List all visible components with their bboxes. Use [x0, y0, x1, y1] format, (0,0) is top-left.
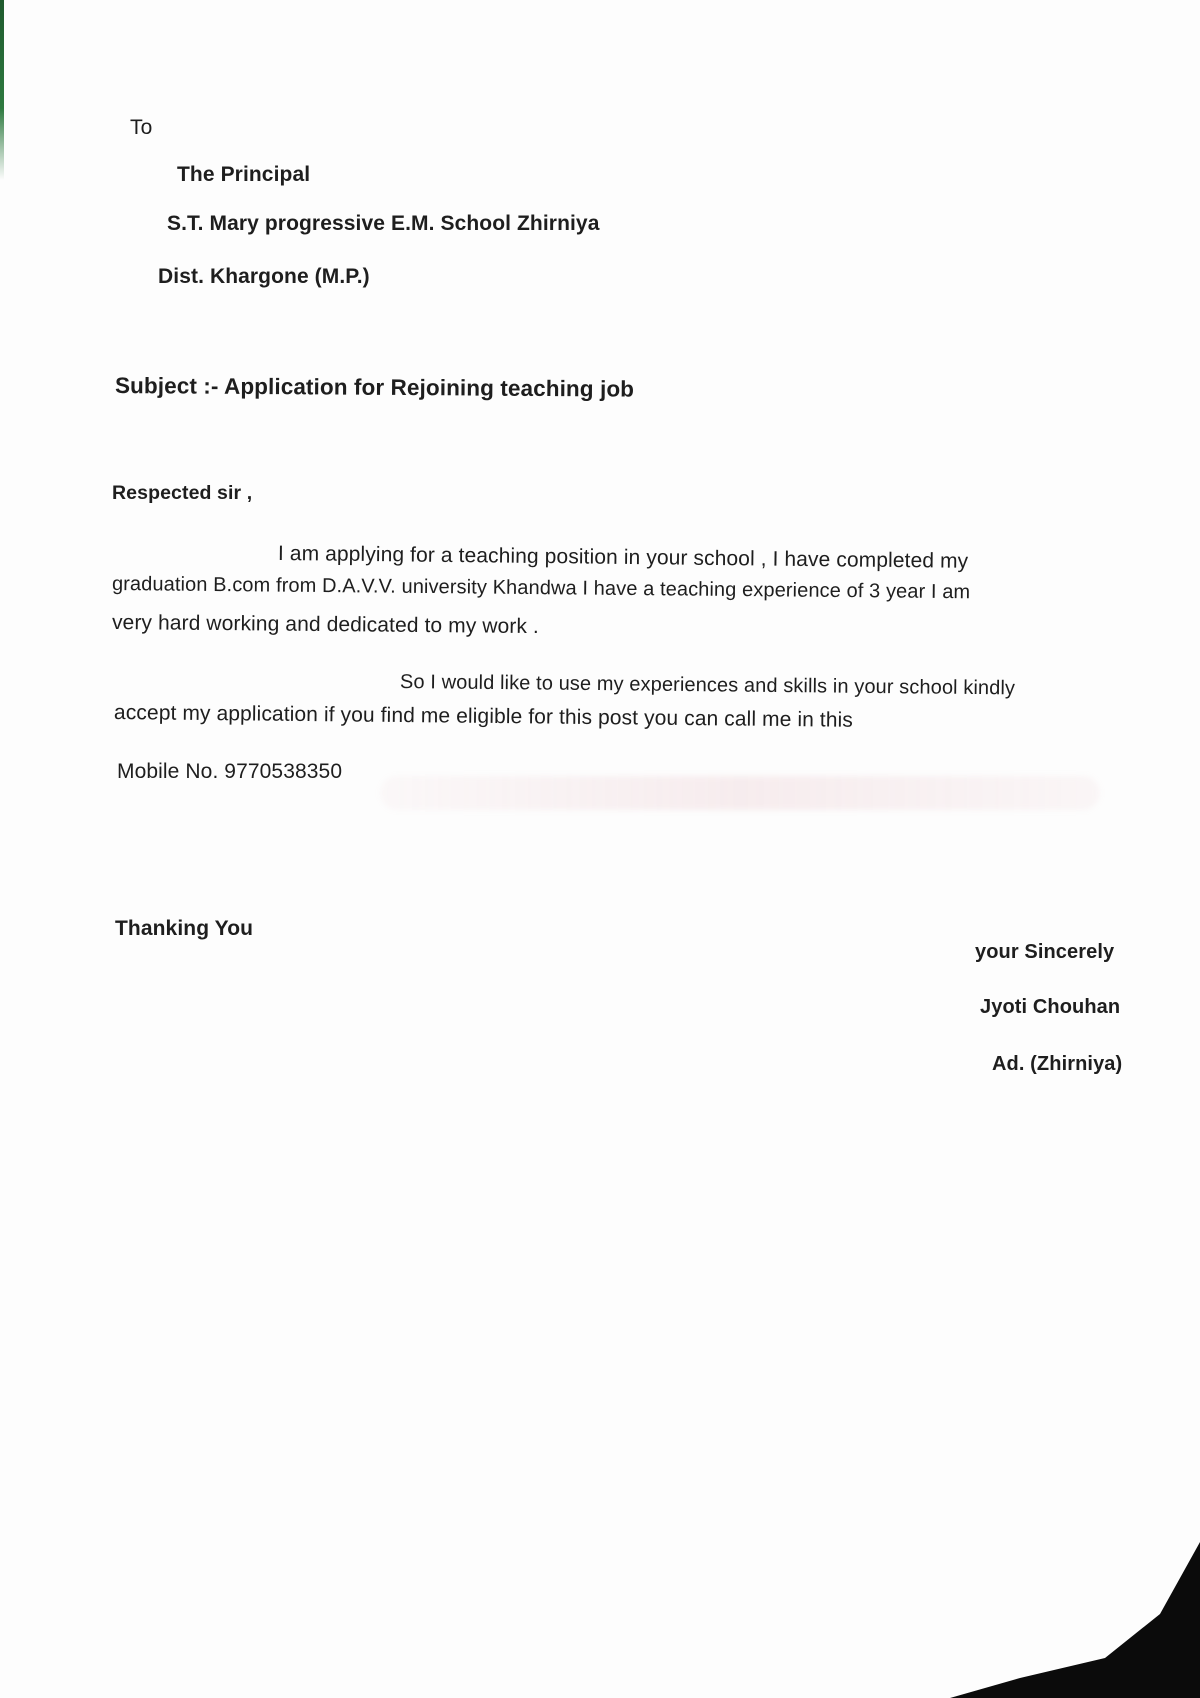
paragraph1-line1: I am applying for a teaching position in your school , I have completed my: [277, 542, 969, 573]
recipient-school: S.T. Mary progressive E.M. School Zhirniya: [167, 212, 600, 235]
mobile-number: Mobile No. 9770538350: [117, 760, 343, 783]
recipient-district: Dist. Khargone (M.P.): [158, 265, 370, 288]
paragraph1-line2: graduation B.com from D.A.V.V. university Khandwa I have a teaching experience of 3 year I am: [111, 573, 971, 604]
corner-shadow: [950, 1498, 1200, 1698]
paragraph1-line3: very hard working and dedicated to my work .: [111, 611, 540, 639]
recipient-title: The Principal: [177, 163, 311, 186]
signature-name: Jyoti Chouhan: [980, 996, 1121, 1018]
ink-smudge: [380, 776, 1100, 810]
paragraph2-line2: accept my application if you find me eligible for this post you can call me in this: [113, 701, 854, 732]
green-edge-strip: [0, 0, 4, 180]
signature-valediction: your Sincerely: [975, 941, 1115, 963]
closing-line: Thanking You: [115, 917, 254, 940]
signature-address: Ad. (Zhirniya): [992, 1053, 1123, 1075]
to-line: To: [130, 116, 153, 139]
subject-line: Subject :- Application for Rejoining teaching job: [114, 373, 635, 402]
salutation: Respected sir ,: [112, 482, 253, 504]
paragraph2-line1: So I would like to use my experiences and skills in your school kindly: [399, 671, 1016, 700]
